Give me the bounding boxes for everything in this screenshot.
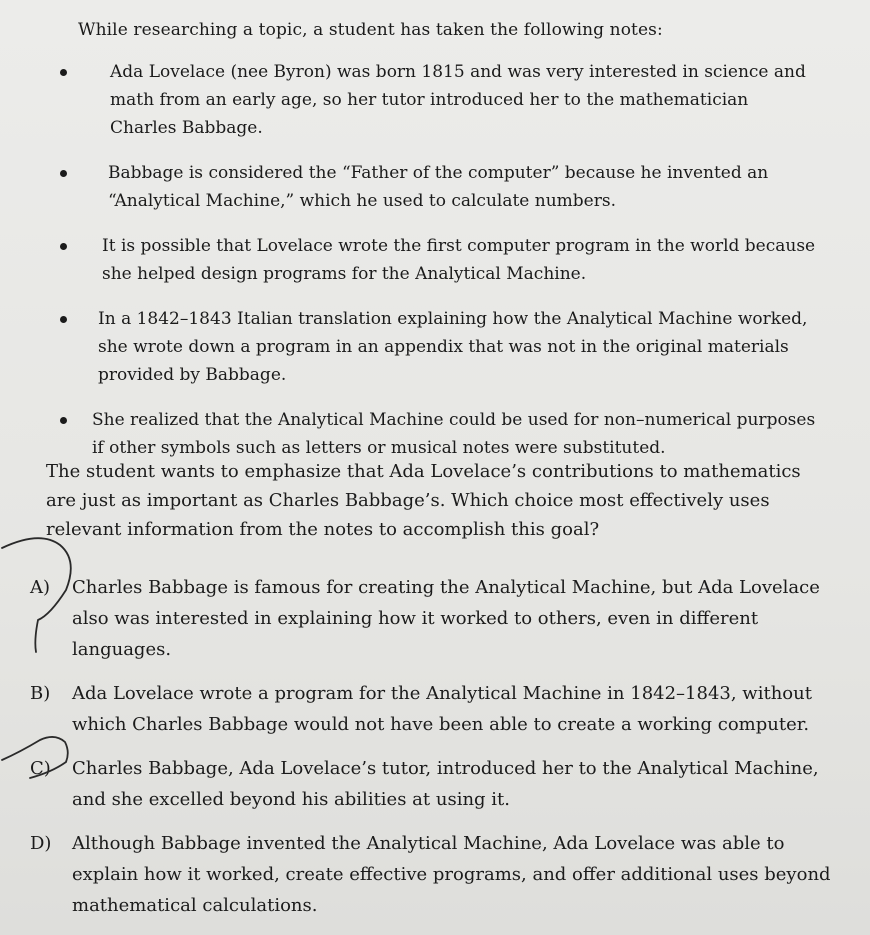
note-item xyxy=(60,406,820,462)
note-text: She realized that the Analytical Machine could be used for non–numerical purposes if other symbols such as letters or musical notes were substituted. xyxy=(92,410,816,458)
note-text: Babbage is considered the “Father of the computer” because he invented an “Analytical Machine,” which he used to calculate numbers. xyxy=(108,163,769,211)
note-text: In a 1842–1843 Italian translation explaining how the Analytical Machine worked, she wrote down a program in an appendix that was not in the original materials provided by Babbage. xyxy=(98,309,808,385)
note-text: It is possible that Lovelace wrote the first computer program in the world because she helped design programs for the Analytical Machine. xyxy=(102,236,816,284)
choice-letter: A) xyxy=(30,577,51,598)
choice-b[interactable] xyxy=(30,678,845,740)
answer-choices xyxy=(30,572,845,934)
intro-text: While researching a topic, a student has taken the following notes: xyxy=(78,20,663,40)
note-text: Ada Lovelace (nee Byron) was born 1815 and was very interested in science and math from an early age, so her tutor introduced her to the mathematician Charles Babbage. xyxy=(110,62,806,138)
choice-c[interactable] xyxy=(30,753,845,815)
choice-text: Ada Lovelace wrote a program for the Analytical Machine in 1842–1843, without which Charles Babbage would not have been able to create a working computer. xyxy=(72,683,812,735)
choice-text: Although Babbage invented the Analytical Machine, Ada Lovelace was able to explain how it worked, create effective programs, and offer additional uses beyond mathematical calculations. xyxy=(72,833,831,916)
choice-letter: C) xyxy=(30,758,51,779)
choice-d[interactable] xyxy=(30,828,845,921)
note-item xyxy=(60,159,820,215)
choice-text: Charles Babbage is famous for creating the Analytical Machine, but Ada Lovelace also was interested in explaining how it worked to others, even in different languages. xyxy=(72,577,820,660)
note-item xyxy=(60,58,820,142)
note-item xyxy=(60,232,820,288)
question-prompt: The student wants to emphasize that Ada Lovelace’s contributions to mathematics are just as important as Charles Babbage’s. Which choice most effectively uses relevant information from the notes to accomplish this goal? xyxy=(46,461,801,540)
note-item xyxy=(60,305,820,389)
choice-letter: B) xyxy=(30,683,51,704)
choice-a[interactable] xyxy=(30,572,845,665)
choice-text: Charles Babbage, Ada Lovelace’s tutor, introduced her to the Analytical Machine, and she excelled beyond his abilities at using it. xyxy=(72,758,819,810)
notes-list xyxy=(60,58,820,479)
choice-letter: D) xyxy=(30,833,52,854)
